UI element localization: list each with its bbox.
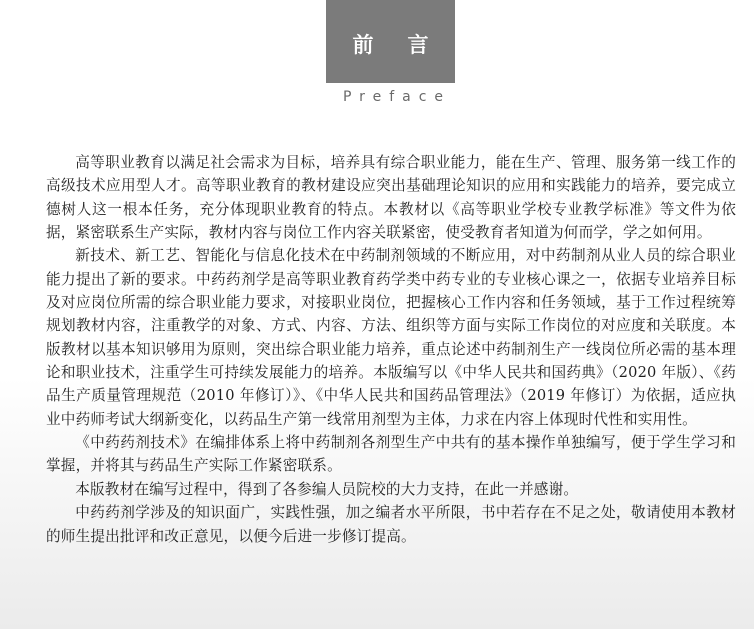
paragraph: 新技术、新工艺、智能化与信息化技术在中药制剂领域的不断应用，对中药制剂从业人员的综合职业能力提出了新的要求。中药药剂学是高等职业教育药学类中药专业的专业核心课之一，依据专业培养目标及对应岗位所需的综合职业能力要求，对接职业岗位，把握核心工作内容和任务领域，基于工作过程统筹规划教材内容，注重教学的对象、方式、内容、方法、组织等方面与实际工作岗位的对应度和关联度。本版教材以基本知识够用为原则，突出综合职业能力培养，重点论述中药制剂生产一线岗位所必需的基本理论和职业技术，注重学生可持续发展能力的培养。本版编写以《中华人民共和国药典》（2020 年版）、《药品生产质量管理规范（2010 年修订）》、《中华人民共和国药品管理法》（2019 年修订）为依据，适应执业中药师考试大纲新变化，以药品生产第一线常用剂型为主体，力求在内容上体现时代性和实用性。: [46, 247, 736, 428]
paragraph: 本版教材在编写过程中，得到了各参编人员院校的大力支持，在此一并感谢。: [75, 480, 579, 498]
title-box: [326, 0, 463, 83]
page-title: 前言: [352, 32, 463, 57]
paragraph: 高等职业教育以满足社会需求为目标，培养具有综合职业能力，能在生产、管理、服务第一线工作的高级技术应用型人才。高等职业教育的教材建设应突出基础理论知识的应用和实践能力的培养，要完成立德树人这一根本任务，充分体现职业教育的特点。本教材以《高等职业学校专业教学标准》等文件为依据，紧密联系生产实际，教材内容与岗位工作内容关联紧密，使受教育者知道为何而学，学之如何用。: [46, 154, 736, 242]
page-subtitle: Preface: [342, 89, 452, 105]
preface-body: [46, 151, 736, 548]
paragraph: 中药药剂学涉及的知识面广，实践性强，加之编者水平所限，书中若存在不足之处，敬请使用本教材的师生提出批评和改正意见，以便今后进一步修订提高。: [46, 504, 736, 545]
paragraph: 《中药药剂技术》在编排体系上将中药制剂各剂型生产中共有的基本操作单独编写，便于学生学习和掌握，并将其与药品生产实际工作紧密联系。: [46, 434, 736, 475]
